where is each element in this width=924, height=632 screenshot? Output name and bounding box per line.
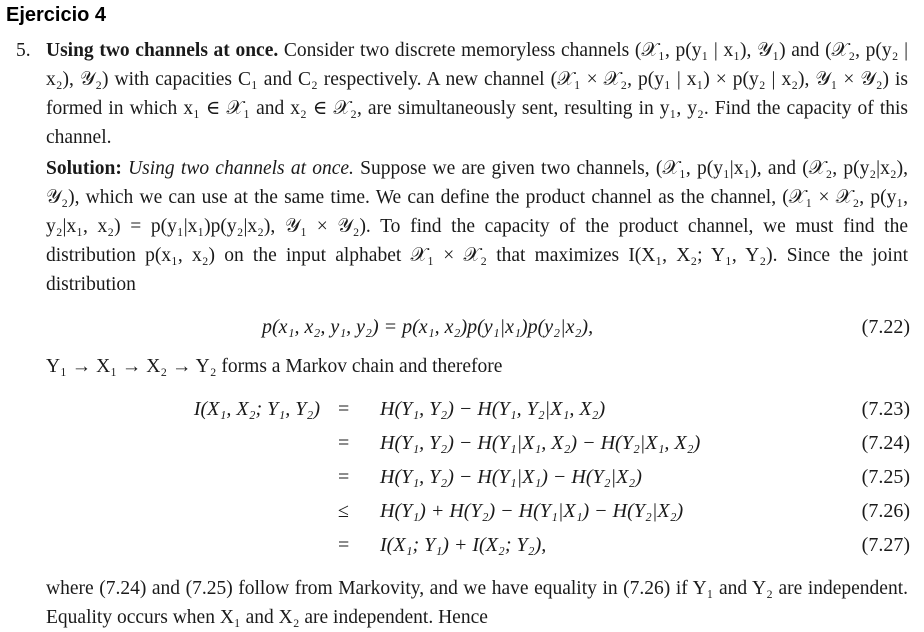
align-relation: =	[338, 398, 350, 420]
equation-number: (7.22)	[861, 316, 910, 338]
align-rhs: I(X₁; Y₁) + I(X₂; Y₂),	[380, 534, 547, 556]
closing-paragraph	[46, 574, 908, 632]
align-relation: =	[338, 534, 350, 556]
equation-number: (7.26)	[861, 500, 910, 522]
align-rhs: H(Y₁) + H(Y₂) − H(Y₁|X₁) − H(Y₂|X₂)	[380, 500, 684, 522]
equation-number: (7.23)	[861, 398, 910, 420]
equation-number: (7.24)	[861, 432, 910, 454]
solution-label: Solution:	[46, 158, 122, 179]
equation-expression: p(x₁, x₂, y₁, y₂) = p(x₁, x₂)p(y₁|x₁)p(y₂|x₂),	[262, 316, 594, 338]
align-relation: ≤	[338, 500, 349, 522]
align-lhs: I(X₁, X₂; Y₁, Y₂)	[193, 398, 320, 420]
align-relation: =	[338, 466, 350, 488]
equation-number: (7.27)	[861, 534, 910, 556]
solution-italic-lead: Using two channels at once.	[128, 158, 354, 179]
equation-number: (7.25)	[861, 466, 910, 488]
solution-paragraph	[46, 154, 908, 299]
closing-text: where (7.24) and (7.25) follow from Markovity, and we have equality in (7.26) if Y₁ and Y₂ are independent. Equality occurs when X₁ and X₂ are independent. Hence	[46, 578, 908, 628]
markov-text: Y₁ → X₁ → X₂ → Y₂ forms a Markov chain and therefore	[46, 356, 503, 377]
problem-paragraph	[16, 36, 908, 152]
problem-number: 5.	[16, 40, 31, 61]
problem-text: Consider two discrete memoryless channels (𝒳₁, p(y₁ | x₁), 𝒴₁) and (𝒳₂, p(y₂ | x₂), 𝒴₂) with capacities C₁ and C₂ respectively. A new channel (𝒳₁ × 𝒳₂, p(y₁ | x₁) × p(y₂ | x₂), 𝒴₁ × 𝒴₂) is formed in which x₁ ∈ 𝒳₁ and x₂ ∈ 𝒳₂, are simultaneously sent, resulting in y₁, y₂. Find the capacity of this channel.	[46, 40, 908, 148]
align-rhs: H(Y₁, Y₂) − H(Y₁|X₁) − H(Y₂|X₂)	[380, 466, 642, 488]
problem-title: Using two channels at once.	[46, 40, 279, 61]
align-rhs: H(Y₁, Y₂) − H(Y₁, Y₂|X₁, X₂)	[380, 398, 606, 420]
align-rhs: H(Y₁, Y₂) − H(Y₁|X₁, X₂) − H(Y₂|X₁, X₂)	[380, 432, 701, 454]
solution-text: Suppose we are given two channels, (𝒳₁, p(y₁|x₁), and (𝒳₂, p(y₂|x₂), 𝒴₂), which we can use at the same time. We can define the product channel as the channel, (𝒳₁ × 𝒳₂, p(y₁, y₂|x₁, x₂) = p(y₁|x₁)p(y₂|x₂), 𝒴₁ × 𝒴₂). To find the capacity of the product channel, we must find the distribution p(x₁, x₂) on the input alphabet 𝒳₁ × 𝒳₂ that maximizes I(X₁, X₂; Y₁, Y₂). Since the joint distribution	[46, 158, 909, 295]
align-relation: =	[338, 432, 350, 454]
markov-line	[46, 352, 908, 381]
page-heading: Ejercicio 4	[6, 4, 107, 26]
